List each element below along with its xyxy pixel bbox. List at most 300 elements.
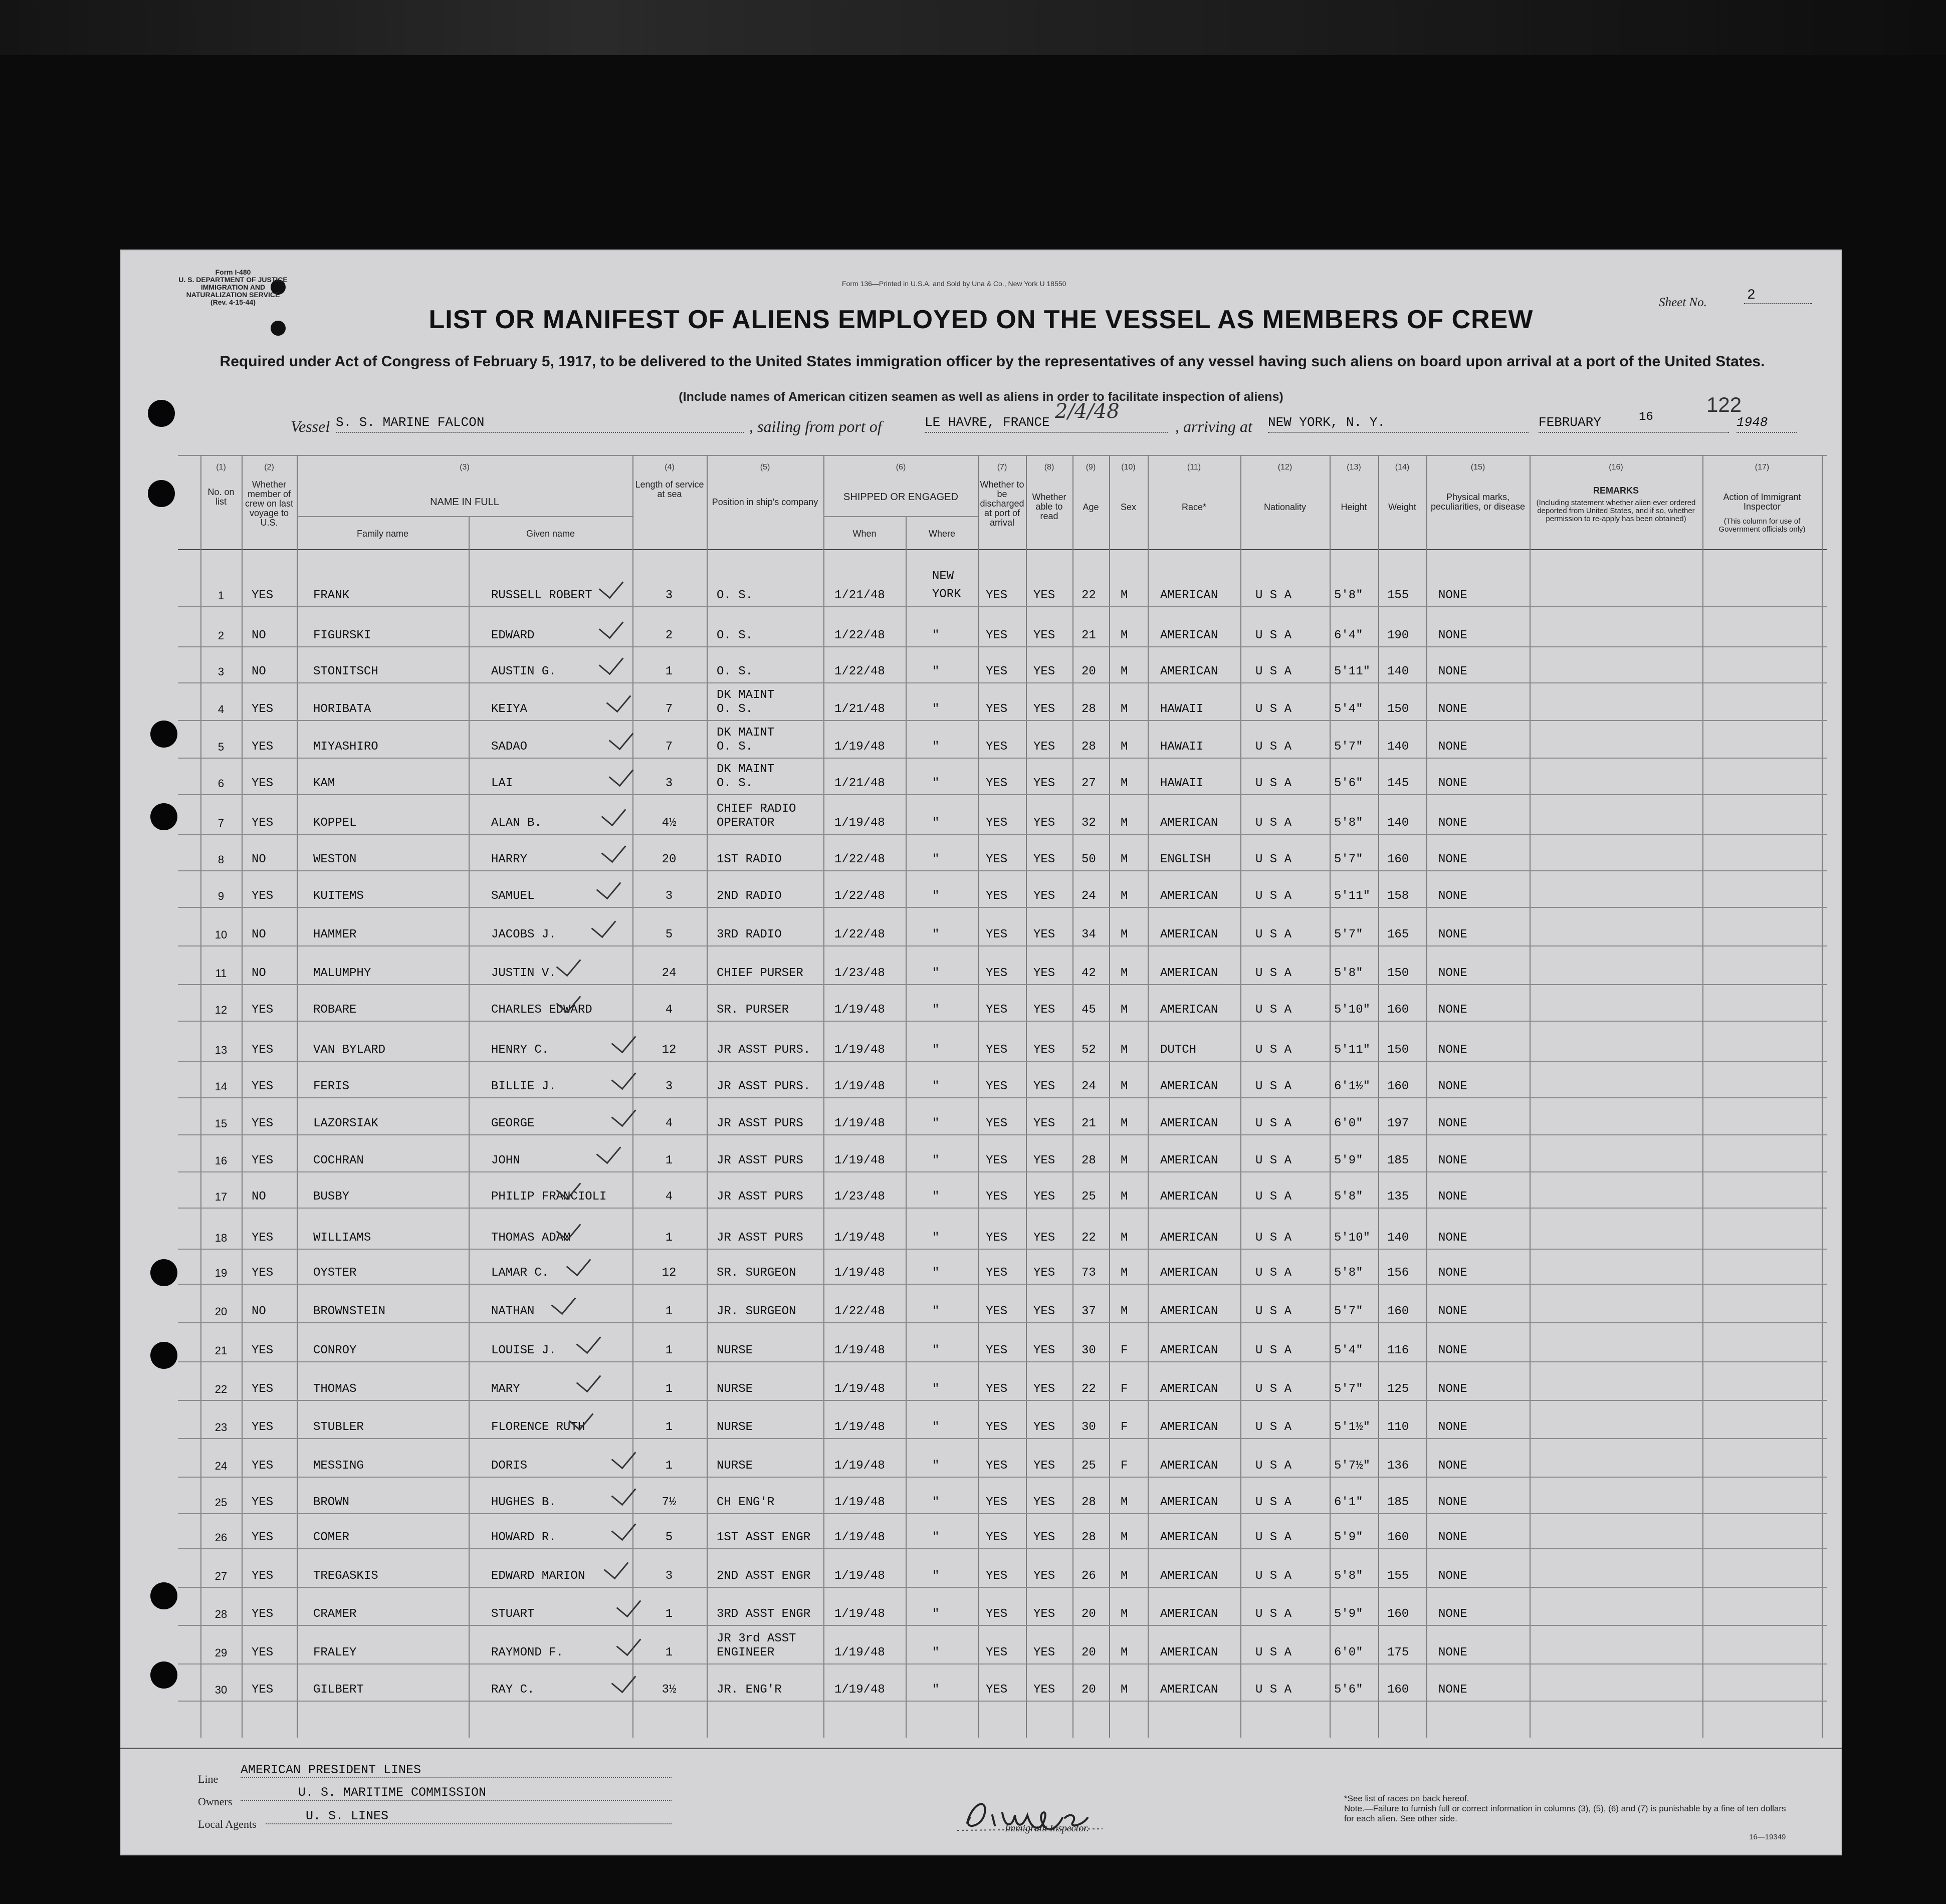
given-name: KEIYA	[491, 702, 528, 716]
check-mark-icon	[591, 912, 616, 938]
sex: M	[1121, 589, 1128, 602]
row-number: 13	[214, 1044, 228, 1056]
discharged-value: YES	[986, 889, 1008, 903]
arrival-day: 16	[1639, 410, 1653, 424]
table-top-rule	[178, 455, 1827, 456]
position-in-company: O. S.	[717, 740, 753, 754]
weight: 150	[1387, 702, 1409, 716]
row-rule	[178, 1477, 1827, 1478]
weight: 160	[1387, 1683, 1409, 1697]
family-name: FRANK	[313, 589, 350, 602]
age: 73	[1082, 1266, 1096, 1280]
row-number: 8	[218, 853, 225, 866]
given-name: ALAN B.	[491, 816, 542, 830]
row-rule	[178, 1438, 1827, 1439]
able-to-read: YES	[1033, 702, 1055, 716]
shipped-date: 1/22/48	[834, 853, 885, 866]
race: AMERICAN	[1160, 1459, 1218, 1473]
family-name: WESTON	[313, 853, 357, 866]
race: AMERICAN	[1160, 1154, 1218, 1167]
sheet-number-label: Sheet No.	[1659, 296, 1707, 309]
col-number: (11)	[1187, 463, 1201, 471]
height: 5'11"	[1334, 1043, 1371, 1057]
sex: F	[1121, 1459, 1128, 1473]
family-name: COMER	[313, 1531, 350, 1544]
row-number: 5	[218, 741, 225, 753]
crew-last-voyage: YES	[252, 1117, 274, 1130]
sex: M	[1121, 1531, 1128, 1544]
crew-last-voyage: YES	[252, 1496, 274, 1509]
nationality: U S A	[1255, 1231, 1292, 1245]
length-of-service: 1	[665, 1231, 673, 1245]
agents-label: Local Agents	[198, 1818, 257, 1830]
family-name: HORIBATA	[313, 702, 371, 716]
age: 42	[1082, 967, 1096, 980]
check-mark-icon	[609, 761, 634, 787]
given-name: HARRY	[491, 853, 528, 866]
sex: M	[1121, 665, 1128, 678]
race: AMERICAN	[1160, 1117, 1218, 1130]
nationality: U S A	[1255, 1305, 1292, 1318]
height: 5'11"	[1334, 665, 1371, 678]
owners-label: Owners	[198, 1795, 233, 1808]
family-name: FIGURSKI	[313, 629, 371, 642]
physical-marks: NONE	[1438, 1117, 1467, 1130]
height: 5'10"	[1334, 1231, 1371, 1245]
col-number: (8)	[1044, 463, 1054, 471]
physical-marks: NONE	[1438, 1683, 1467, 1697]
row-number: 3	[218, 665, 225, 678]
family-name: VAN BYLARD	[313, 1043, 386, 1057]
able-to-read: YES	[1033, 1080, 1055, 1093]
length-of-service: 1	[665, 1420, 673, 1434]
height: 5'6"	[1334, 1683, 1363, 1697]
age: 37	[1082, 1305, 1096, 1318]
row-rule	[178, 1587, 1827, 1588]
sex: M	[1121, 1231, 1128, 1245]
row-rule	[178, 758, 1827, 759]
row-rule	[178, 606, 1827, 607]
nationality: U S A	[1255, 1080, 1292, 1093]
row-number: 23	[214, 1421, 228, 1434]
row-number: 4	[218, 703, 225, 716]
height: 5'7"	[1334, 740, 1363, 754]
col-number: (1)	[216, 463, 226, 471]
shipped-date: 1/22/48	[834, 665, 885, 678]
race: AMERICAN	[1160, 1420, 1218, 1434]
physical-marks: NONE	[1438, 1231, 1467, 1245]
printer-note: Form 136—Printed in U.S.A. and Sold by Una & Co., New York U 18550	[842, 280, 1066, 288]
shipped-place: "	[932, 1305, 940, 1318]
position-in-company: O. S.	[717, 777, 753, 790]
physical-marks: NONE	[1438, 1305, 1467, 1318]
family-name: HAMMER	[313, 928, 357, 941]
length-of-service: 4	[665, 1190, 673, 1204]
crew-last-voyage: YES	[252, 1531, 274, 1544]
length-of-service: 1	[665, 1305, 673, 1318]
row-rule	[178, 1061, 1827, 1062]
physical-marks: NONE	[1438, 1344, 1467, 1357]
nationality: U S A	[1255, 1117, 1292, 1130]
family-name: CONROY	[313, 1344, 357, 1357]
nationality: U S A	[1255, 589, 1292, 602]
weight: 185	[1387, 1496, 1409, 1509]
family-name: OYSTER	[313, 1266, 357, 1280]
shipped-place: "	[932, 928, 940, 941]
shipped-date: 1/19/48	[834, 1344, 885, 1357]
weight: 140	[1387, 1231, 1409, 1245]
physical-marks: NONE	[1438, 853, 1467, 866]
position-in-company: CHIEF PURSER	[717, 967, 803, 980]
row-rule	[178, 794, 1827, 795]
physical-marks: NONE	[1438, 889, 1467, 903]
shipped-date: 1/19/48	[834, 740, 885, 754]
row-rule	[178, 1284, 1827, 1285]
check-mark-icon	[601, 837, 626, 863]
given-name: JOHN	[491, 1154, 520, 1167]
col-header-remarks: REMARKS	[1593, 486, 1639, 496]
able-to-read: YES	[1033, 777, 1055, 790]
able-to-read: YES	[1033, 1043, 1055, 1057]
age: 24	[1082, 1080, 1096, 1093]
shipped-place: "	[932, 777, 940, 790]
age: 28	[1082, 1154, 1096, 1167]
race: AMERICAN	[1160, 1531, 1218, 1544]
crew-last-voyage: YES	[252, 1231, 274, 1245]
shipped-date: 1/19/48	[834, 1683, 885, 1697]
weight: 155	[1387, 589, 1409, 602]
position-in-company: 1ST ASST ENGR	[717, 1531, 811, 1544]
able-to-read: YES	[1033, 1117, 1055, 1130]
col-header-name: NAME IN FULL	[430, 497, 499, 508]
able-to-read: YES	[1033, 1231, 1055, 1245]
sex: M	[1121, 1266, 1128, 1280]
shipped-place: "	[932, 1382, 940, 1396]
position-in-company: O. S.	[717, 665, 753, 678]
discharged-value: YES	[986, 1266, 1008, 1280]
length-of-service: 4½	[662, 816, 677, 830]
discharged-value: YES	[986, 1569, 1008, 1583]
sex: M	[1121, 1683, 1128, 1697]
physical-marks: NONE	[1438, 589, 1467, 602]
able-to-read: YES	[1033, 1496, 1055, 1509]
age: 20	[1082, 1607, 1096, 1621]
row-number: 12	[214, 1004, 228, 1016]
races-note: *See list of races on back hereof.	[1344, 1794, 1469, 1803]
position-in-company: O. S.	[717, 629, 753, 642]
position-in-company: DK MAINT	[717, 688, 775, 702]
weight: 160	[1387, 1607, 1409, 1621]
family-name: ROBARE	[313, 1003, 357, 1017]
race: AMERICAN	[1160, 1003, 1218, 1017]
length-of-service: 4	[665, 1003, 673, 1017]
position-in-company: NURSE	[717, 1344, 753, 1357]
physical-marks: NONE	[1438, 1459, 1467, 1473]
sex: M	[1121, 1569, 1128, 1583]
discharged-value: YES	[986, 702, 1008, 716]
shipped-date: 1/19/48	[834, 816, 885, 830]
row-number: 20	[214, 1305, 228, 1318]
col-number: (12)	[1277, 463, 1292, 471]
discharged-value: YES	[986, 1117, 1008, 1130]
discharged-value: YES	[986, 1190, 1008, 1204]
crew-last-voyage: YES	[252, 740, 274, 754]
arrival-month: FEBRUARY	[1539, 415, 1729, 433]
manifest-sheet	[120, 250, 1842, 1855]
row-rule	[178, 1701, 1827, 1702]
family-name: KOPPEL	[313, 816, 357, 830]
age: 22	[1082, 1382, 1096, 1396]
position-in-company: NURSE	[717, 1459, 753, 1473]
row-rule	[178, 1021, 1827, 1022]
length-of-service: 3	[665, 589, 673, 602]
able-to-read: YES	[1033, 853, 1055, 866]
shipped-date: 1/19/48	[834, 1496, 885, 1509]
family-name: COCHRAN	[313, 1154, 364, 1167]
position-in-company: JR ASST PURS	[717, 1154, 803, 1167]
weight: 125	[1387, 1382, 1409, 1396]
row-rule	[178, 1625, 1827, 1626]
shipped-place: "	[932, 1531, 940, 1544]
height: 5'7"	[1334, 1382, 1363, 1396]
sex: M	[1121, 777, 1128, 790]
shipped-place: "	[932, 1190, 940, 1204]
age: 20	[1082, 1646, 1096, 1659]
race: AMERICAN	[1160, 629, 1218, 642]
nationality: U S A	[1255, 665, 1292, 678]
physical-marks: NONE	[1438, 702, 1467, 716]
height: 6'1½"	[1334, 1080, 1371, 1093]
weight: 175	[1387, 1646, 1409, 1659]
col-header-family: Family name	[356, 529, 409, 539]
height: 6'0"	[1334, 1646, 1363, 1659]
position-in-company: 2ND RADIO	[717, 889, 782, 903]
row-number: 27	[214, 1570, 228, 1582]
weight: 150	[1387, 1043, 1409, 1057]
weight: 145	[1387, 777, 1409, 790]
crew-last-voyage: YES	[252, 1080, 274, 1093]
physical-marks: NONE	[1438, 816, 1467, 830]
shipped-place: "	[932, 1420, 940, 1434]
race: AMERICAN	[1160, 889, 1218, 903]
length-of-service: 12	[662, 1043, 677, 1057]
race: AMERICAN	[1160, 1607, 1218, 1621]
height: 5'4"	[1334, 702, 1363, 716]
race: AMERICAN	[1160, 967, 1218, 980]
row-number: 24	[214, 1460, 228, 1472]
physical-marks: NONE	[1438, 740, 1467, 754]
length-of-service: 1	[665, 665, 673, 678]
check-mark-icon	[601, 801, 626, 827]
col-header-when: When	[852, 529, 877, 539]
age: 28	[1082, 1531, 1096, 1544]
shipped-place: "	[932, 1154, 940, 1167]
age: 25	[1082, 1190, 1096, 1204]
shipped-date: 1/21/48	[834, 777, 885, 790]
nationality: U S A	[1255, 1531, 1292, 1544]
crew-last-voyage: YES	[252, 1646, 274, 1659]
given-name: MARY	[491, 1382, 520, 1396]
race: HAWAII	[1160, 740, 1204, 754]
height: 5'8"	[1334, 1190, 1363, 1204]
given-name: STUART	[491, 1607, 535, 1621]
crew-last-voyage: YES	[252, 1459, 274, 1473]
position-in-company: JR. ENG'R	[717, 1683, 782, 1697]
crew-last-voyage: YES	[252, 1344, 274, 1357]
race: AMERICAN	[1160, 1266, 1218, 1280]
given-name: BILLIE J.	[491, 1080, 556, 1093]
crew-last-voyage: NO	[252, 629, 266, 642]
discharged-value: YES	[986, 1382, 1008, 1396]
race: AMERICAN	[1160, 1190, 1218, 1204]
height: 5'7"	[1334, 1305, 1363, 1318]
form-identification	[175, 269, 291, 306]
family-name: STUBLER	[313, 1420, 364, 1434]
length-of-service: 1	[665, 1646, 673, 1659]
row-number: 6	[218, 777, 225, 790]
discharged-value: YES	[986, 853, 1008, 866]
sex: F	[1121, 1382, 1128, 1396]
length-of-service: 1	[665, 1382, 673, 1396]
discharged-value: YES	[986, 1646, 1008, 1659]
race: AMERICAN	[1160, 1231, 1218, 1245]
length-of-service: 3	[665, 777, 673, 790]
family-name: GILBERT	[313, 1683, 364, 1697]
col-header-discharged: Whether to be discharged at port of arrival	[980, 480, 1024, 528]
height: 5'6"	[1334, 777, 1363, 790]
given-name: RAY C.	[491, 1683, 535, 1697]
able-to-read: YES	[1033, 1531, 1055, 1544]
position-in-company: 3RD ASST ENGR	[717, 1607, 811, 1621]
form-code: 16—19349	[1749, 1833, 1786, 1841]
row-number: 7	[218, 817, 225, 829]
given-name: RAYMOND F.	[491, 1646, 564, 1659]
race: AMERICAN	[1160, 1683, 1218, 1697]
col-header-action: Action of Immigrant Inspector	[1723, 492, 1801, 512]
age: 26	[1082, 1569, 1096, 1583]
weight: 185	[1387, 1154, 1409, 1167]
discharged-value: YES	[986, 1043, 1008, 1057]
height: 5'11"	[1334, 889, 1371, 903]
race: AMERICAN	[1160, 1569, 1218, 1583]
nationality: U S A	[1255, 1683, 1292, 1697]
weight: 140	[1387, 740, 1409, 754]
family-name: BROWN	[313, 1496, 350, 1509]
shipped-place: "	[932, 1003, 940, 1017]
sex: M	[1121, 1305, 1128, 1318]
col-header-where: Where	[928, 529, 955, 539]
height: 5'8"	[1334, 1266, 1363, 1280]
row-rule	[178, 1097, 1827, 1098]
height: 5'8"	[1334, 967, 1363, 980]
col-number: (5)	[760, 463, 770, 471]
family-name: LAZORSIAK	[313, 1117, 378, 1130]
crew-last-voyage: YES	[252, 1043, 274, 1057]
physical-marks: NONE	[1438, 1043, 1467, 1057]
age: 21	[1082, 1117, 1096, 1130]
row-rule	[178, 870, 1827, 871]
discharged-value: YES	[986, 1683, 1008, 1697]
shipped-place: "	[932, 1344, 940, 1357]
crew-last-voyage: YES	[252, 777, 274, 790]
discharged-value: YES	[986, 1531, 1008, 1544]
crew-last-voyage: NO	[252, 1190, 266, 1204]
row-rule	[178, 646, 1827, 647]
age: 22	[1082, 589, 1096, 602]
shipped-place: "	[932, 1646, 940, 1659]
row-number: 17	[214, 1191, 228, 1203]
sex: M	[1121, 629, 1128, 642]
crew-last-voyage: YES	[252, 589, 274, 602]
discharged-value: YES	[986, 1231, 1008, 1245]
given-name: SADAO	[491, 740, 528, 754]
sex: M	[1121, 1607, 1128, 1621]
sex: M	[1121, 740, 1128, 754]
weight: 165	[1387, 928, 1409, 941]
shipped-date: 1/21/48	[834, 589, 885, 602]
weight: 190	[1387, 629, 1409, 642]
race: AMERICAN	[1160, 1080, 1218, 1093]
discharged-value: YES	[986, 1080, 1008, 1093]
physical-marks: NONE	[1438, 967, 1467, 980]
shipped-date: 1/19/48	[834, 1231, 885, 1245]
position-in-company: JR ASST PURS	[717, 1117, 803, 1130]
weight: 158	[1387, 889, 1409, 903]
physical-marks: NONE	[1438, 1531, 1467, 1544]
check-mark-icon	[596, 1138, 621, 1164]
age: 50	[1082, 853, 1096, 866]
weight: 110	[1387, 1420, 1409, 1434]
weight: 156	[1387, 1266, 1409, 1280]
crew-last-voyage: NO	[252, 928, 266, 941]
row-number: 18	[214, 1232, 228, 1244]
given-name: HUGHES B.	[491, 1496, 556, 1509]
shipped-place: "	[932, 702, 940, 716]
check-mark-icon	[599, 613, 624, 639]
col-number: (10)	[1121, 463, 1136, 471]
discharged-value: YES	[986, 665, 1008, 678]
age: 20	[1082, 1683, 1096, 1697]
able-to-read: YES	[1033, 1420, 1055, 1434]
given-name: FLORENCE RUTH	[491, 1420, 585, 1434]
shipped-date: 1/23/48	[834, 1190, 885, 1204]
col-header-shipped: SHIPPED OR ENGAGED	[843, 492, 958, 503]
nationality: U S A	[1255, 1190, 1292, 1204]
row-rule	[178, 907, 1827, 908]
length-of-service: 7½	[662, 1496, 677, 1509]
race: AMERICAN	[1160, 589, 1218, 602]
given-name: JACOBS J.	[491, 928, 556, 941]
age: 28	[1082, 740, 1096, 754]
department-name: U. S. DEPARTMENT OF JUSTICE	[178, 276, 288, 284]
nationality: U S A	[1255, 928, 1292, 941]
shipped-date: 1/22/48	[834, 928, 885, 941]
crew-last-voyage: YES	[252, 1382, 274, 1396]
col-number: (9)	[1086, 463, 1096, 471]
shipped-date: 1/19/48	[834, 1003, 885, 1017]
row-number: 26	[214, 1531, 228, 1544]
sex: M	[1121, 702, 1128, 716]
able-to-read: YES	[1033, 665, 1055, 678]
arrival-year: 1948	[1737, 415, 1797, 433]
crew-last-voyage: YES	[252, 1420, 274, 1434]
check-mark-icon	[616, 1630, 641, 1656]
able-to-read: YES	[1033, 889, 1055, 903]
family-name: TREGASKIS	[313, 1569, 378, 1583]
length-of-service: 24	[662, 967, 677, 980]
nationality: U S A	[1255, 1496, 1292, 1509]
given-name: LAI	[491, 777, 513, 790]
